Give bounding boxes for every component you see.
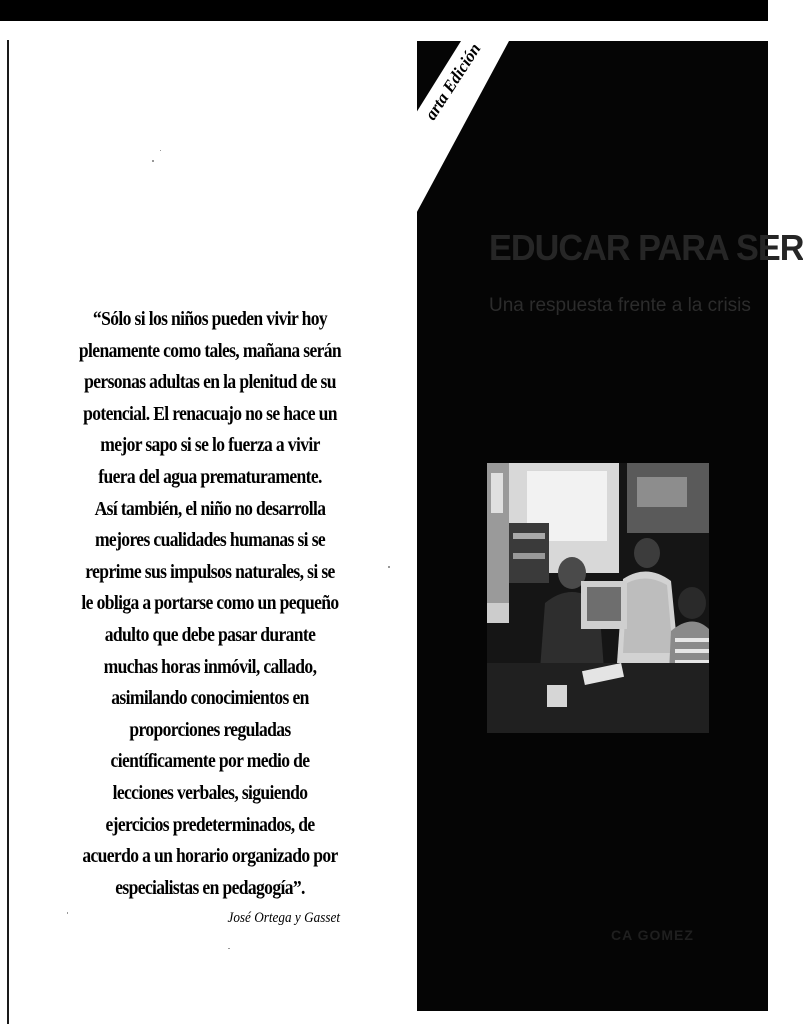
scan-top-bar: [0, 0, 768, 21]
quote-line: potencial. El renacuajo no se hace un: [83, 403, 337, 425]
page-edge-line: [7, 40, 9, 1024]
cover-photo: [487, 463, 709, 733]
quote-line: lecciones verbales, siguiendo: [112, 782, 308, 804]
quote-line: adulto que debe pasar durante: [104, 624, 316, 646]
cover-author: CA GOMEZ: [611, 927, 694, 943]
quote-line: reprime sus impulsos naturales, si se: [85, 561, 335, 583]
quote-line: ejercicios predeterminados, de: [105, 814, 315, 836]
quote-line: muchas horas inmóvil, callado,: [103, 656, 317, 678]
epigraph-quote: [75, 304, 345, 904]
quote-line: mejor sapo si se lo fuerza a vivir: [100, 435, 320, 457]
quote-attribution: José Ortega y Gasset: [227, 910, 340, 926]
scan-speck: [388, 566, 390, 568]
quote-line: científicamente por medio de: [110, 751, 310, 773]
edition-label: arta Edición: [421, 39, 485, 124]
quote-line: “Sólo si los niños pueden vivir hoy: [92, 309, 328, 330]
quote-line: especialistas en pedagogía”.: [115, 877, 305, 899]
cover-subtitle: Una respuesta frente a la crisis: [489, 295, 751, 316]
classroom-photo: [487, 463, 709, 733]
scan-speck: [160, 150, 161, 151]
quote-line: le obliga a portarse como un pequeño: [81, 593, 339, 615]
quote-line: asimilando conocimientos en: [111, 688, 309, 710]
quote-line: mejores cualidades humanas si se: [94, 530, 326, 552]
quote-line: acuerdo a un horario organizado por: [82, 846, 338, 868]
quote-line: plenamente como tales, mañana serán: [78, 340, 342, 362]
back-cover: [417, 39, 803, 1011]
quote-line: personas adultas en la plenitud de su: [84, 372, 336, 394]
quote-line: fuera del agua prematuramente.: [98, 466, 322, 488]
scan-speck: [228, 948, 230, 949]
quote-line: Así también, el niño no desarrolla: [94, 498, 326, 520]
scan-speck: [67, 912, 68, 914]
cover-title: EDUCAR PARA SER: [489, 227, 803, 268]
quote-line: proporciones reguladas: [129, 719, 291, 741]
scan-speck: [152, 160, 154, 162]
